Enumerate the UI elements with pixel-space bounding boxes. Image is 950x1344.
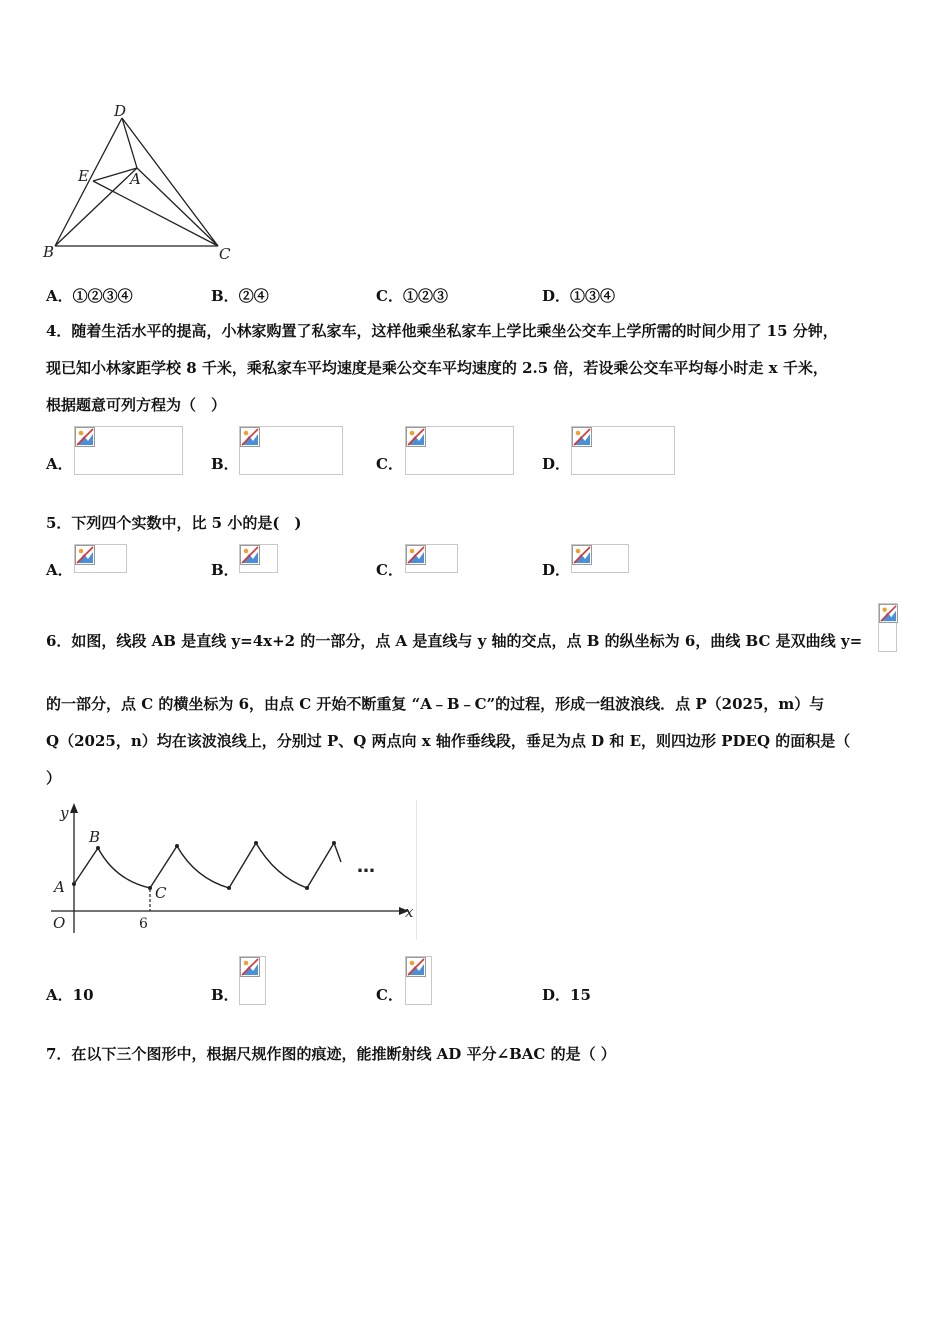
q3-option-b: B．②④: [211, 287, 269, 305]
graph-ellipsis: …: [357, 856, 375, 877]
graph-y-label: y: [60, 804, 69, 822]
label-E: E: [78, 167, 89, 185]
q3-option-c: C．①②③: [376, 287, 448, 305]
broken-image-icon: [406, 427, 426, 447]
broken-image-icon: [240, 427, 260, 447]
q7-question: 7．在以下三个图形中，根据尺规作图的痕迹，能推断射线 AD 平分∠BAC 的是（ ）: [46, 1045, 616, 1063]
broken-image-icon: [572, 545, 592, 565]
q6-option-c-image: [405, 956, 432, 1005]
graph-B-label: B: [89, 828, 101, 846]
q4-option-b-label: B．: [211, 455, 239, 473]
wave-graph: [45, 800, 420, 940]
broken-image-icon: [75, 427, 95, 447]
label-D: D: [114, 102, 127, 120]
q4-option-d-label: D．: [542, 455, 571, 473]
q5-option-d-label: D．: [542, 561, 571, 579]
graph-x-label: x: [405, 903, 414, 921]
graph-tick-6: 6: [139, 916, 148, 932]
q3-option-d: D．①③④: [542, 287, 616, 305]
graph-C-label: C: [155, 884, 167, 902]
q5-option-c-label: C．: [376, 561, 403, 579]
q6-option-b-image: [239, 956, 266, 1005]
q5-option-b-label: B．: [211, 561, 239, 579]
q6-line-3: Q（2025，n）均在该波浪线上，分别过 P、Q 两点向 x 轴作垂线段，垂足为点 D 和 E，则四边形 PDEQ 的面积是（: [46, 732, 851, 750]
q6-formula-image: [878, 603, 897, 652]
q6-option-c-label: C．: [376, 986, 403, 1004]
graph-origin-label: O: [53, 914, 66, 932]
q4-line-3: 根据题意可列方程为（ ）: [46, 396, 227, 414]
graph-A-label: A: [54, 878, 65, 896]
q4-option-c-image: [405, 426, 514, 475]
label-A: A: [130, 170, 141, 188]
q4-option-a-label: A．: [46, 455, 73, 473]
broken-image-icon: [879, 604, 898, 623]
q4-option-a-image: [74, 426, 183, 475]
q4-option-c-label: C．: [376, 455, 403, 473]
q5-question: 5．下列四个实数中，比 5 小的是( ): [46, 514, 302, 532]
q4-option-d-image: [571, 426, 675, 475]
q6-option-a: A．10: [46, 986, 94, 1004]
q4-line-1: 4．随着生活水平的提高，小林家购置了私家车，这样他乘坐私家车上学比乘坐公交车上学所需的时间少用了 15 分钟，: [46, 322, 838, 340]
triangle-figure: [40, 100, 240, 265]
q5-option-a-label: A．: [46, 561, 73, 579]
q4-option-b-image: [239, 426, 343, 475]
broken-image-icon: [572, 427, 592, 447]
q6-line-2: 的一部分，点 C 的横坐标为 6，由点 C 开始不断重复 “A﹣B﹣C”的过程，形成一组波浪线．点 P（2025，m）与: [46, 695, 825, 713]
label-C: C: [219, 245, 231, 263]
q3-option-a: A．①②③④: [46, 287, 133, 305]
q5-option-d-image: [571, 544, 629, 573]
broken-image-icon: [240, 957, 260, 977]
q6-option-b-label: B．: [211, 986, 239, 1004]
broken-image-icon: [240, 545, 260, 565]
q5-option-b-image: [239, 544, 278, 573]
label-B: B: [43, 243, 55, 261]
broken-image-icon: [406, 957, 426, 977]
broken-image-icon: [75, 545, 95, 565]
q5-option-a-image: [74, 544, 127, 573]
q6-line-4: ）: [46, 769, 62, 787]
q4-line-2: 现已知小林家距学校 8 千米，乘私家车平均速度是乘公交车平均速度的 2.5 倍，若设乘公交车平均每小时走 x 千米，: [46, 359, 828, 377]
broken-image-icon: [406, 545, 426, 565]
q5-option-c-image: [405, 544, 458, 573]
q6-option-d: D．15: [542, 986, 591, 1004]
q6-line-1: 6．如图，线段 AB 是直线 y=4x+2 的一部分，点 A 是直线与 y 轴的交点，点 B 的纵坐标为 6，曲线 BC 是双曲线 y=: [46, 632, 863, 650]
